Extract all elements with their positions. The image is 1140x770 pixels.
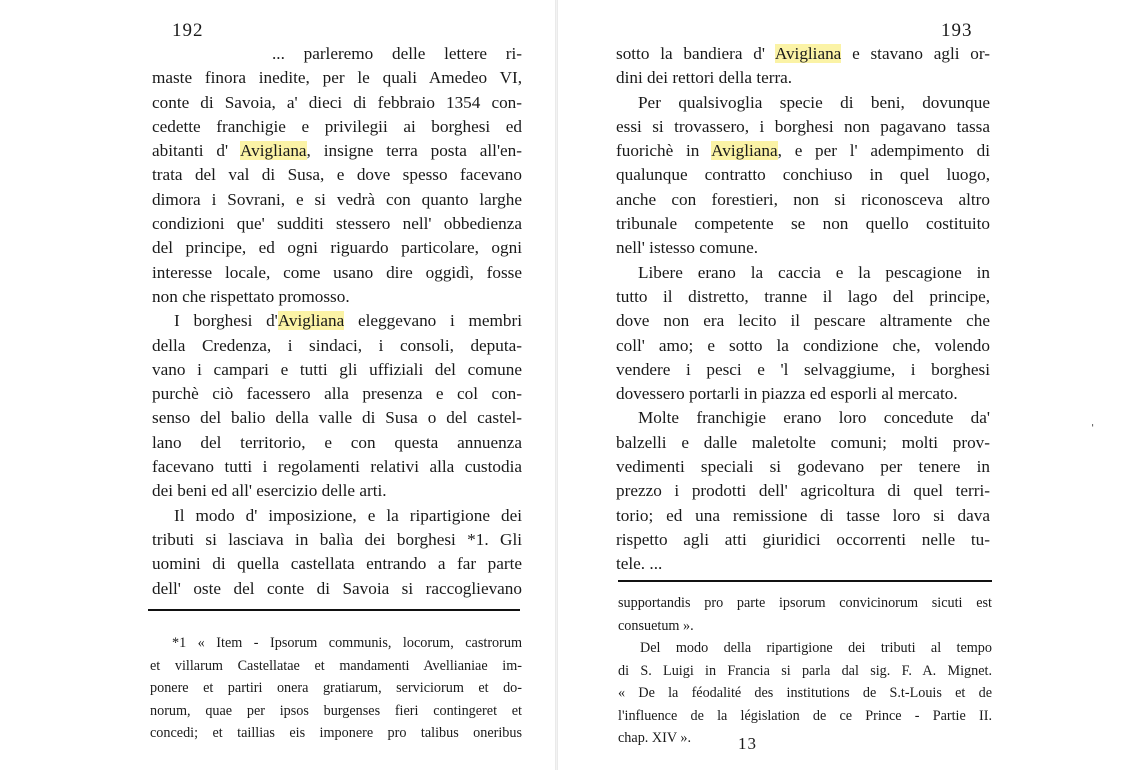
body-text: Molte franchigie erano loro concedute da' [638,408,990,428]
body-text: vano i campari e tutti gli uffiziali del comune [152,359,522,379]
highlighted-word: Avigliana [240,141,307,161]
left-body-text [152,42,522,601]
footnote-line [150,655,522,678]
footnote-line [618,660,992,683]
body-text: dove non era lecito il pescare altramente che [616,311,990,331]
body-text: dimora i Sovrani, e si vedrà con quanto larghe [152,189,522,209]
body-line [616,66,990,90]
highlighted-word: Avigliana [277,311,345,331]
body-line [616,139,990,163]
body-text: del principe, ed ogni riguardo particolare, ogni [152,238,522,258]
body-line [616,309,990,333]
footnote-line [618,637,992,660]
body-line [616,285,990,309]
body-line [616,431,990,455]
body-line [616,406,990,430]
body-line [616,236,990,260]
body-text: balzelli e dalle maletolte comuni; molti prov- [616,432,990,452]
footnote-text: « De la féodalité des institutions de S.t-Louis et de [618,685,992,701]
body-line [152,66,522,90]
body-line [616,212,990,236]
footnote-text: et villarum Castellatae et mandamenti Avellianiae im- [150,657,522,674]
signature-mark: 13 [738,734,757,753]
body-line [616,504,990,528]
body-text: dini dei rettori della terra. [616,68,793,88]
body-text: vedimenti speciali si godevano per tenere in [616,457,990,477]
body-line [616,261,990,285]
body-text: essi si trovassero, i borghesi non pagavano tassa [616,116,990,136]
body-text: torio; ed una remissione di tasse loro si dava [616,505,990,525]
body-text: vendere i pesci e 'l selvaggiume, i borghesi [616,359,990,379]
body-text: lano del territorio, e con questa annuenza [152,432,522,452]
body-text: facevano tutti i regolamenti relativi alla custodia [152,457,522,477]
footnote-line [150,632,522,655]
footnote-text: concedi; et taillias eis imponere pro talibus oneribus [150,725,522,741]
body-line [152,504,522,528]
body-line [616,552,990,576]
body-line [616,455,990,479]
body-text: cedette franchigie e privilegii ai borghesi ed [152,116,522,136]
body-line [616,479,990,503]
body-line [616,163,990,187]
body-text: abitanti d' [152,141,241,161]
body-line [152,236,522,260]
body-text: sotto la bandiera d' [616,44,775,63]
footnote-line [150,677,522,700]
body-text: dell' oste del conte di Savoia si raccoglievano [152,578,522,598]
body-line [152,115,522,139]
footnote-text: chap. XIV ». [618,730,692,746]
footnote-line [618,727,992,750]
body-text: coll' amo; e sotto la condizione che, volendo [616,335,990,355]
highlighted-word: Avigliana [711,141,778,161]
body-line [152,188,522,212]
body-line [152,309,522,333]
body-line [152,212,522,236]
body-line [152,139,522,163]
body-text: anche con forestieri, non si riconosceva altro [616,189,990,209]
body-line [616,358,990,382]
footnote-text: *1 « Item - Ipsorum communis, locorum, castrorum [172,635,522,651]
body-text: tele. ... [616,554,663,574]
footnote-rule-right [618,580,992,582]
body-text: dovessero portarli in piazza ed esporli al mercato. [616,384,958,404]
footnote-text: di S. Luigi in Francia si parla dal sig. F. A. Mignet. [618,662,992,679]
margin-tick: ˌ [1090,410,1096,427]
body-text: , e per l' adempimento di [777,141,990,161]
body-line [616,91,990,115]
body-text: e stavano agli or- [841,44,990,63]
footnote-line [618,705,992,728]
body-text: conte di Savoia, a' dieci di febbraio 1354 con- [152,92,522,112]
body-text: tributi si lasciava in balìa dei borghesi *1. Gli [152,529,522,549]
body-text: tutto il distretto, tranne il lago del principe, [616,286,990,306]
body-text: della Credenza, i sindaci, i consoli, deputa- [152,335,522,355]
body-text: , insigne terra posta all'en- [306,141,522,161]
body-line [152,358,522,382]
body-line [152,91,522,115]
body-text: interesse locale, come usano dire oggidì, fosse [152,262,522,282]
body-text: eleggevano i membri [344,311,522,331]
body-text: non che rispettato promosso. [152,286,350,306]
body-text: prezzo i prodotti dell' agricoltura di quel terri- [616,481,990,501]
body-line [152,261,522,285]
footnote-text: consuetum ». [618,617,694,634]
body-line [152,382,522,406]
body-text: fuorichè in [616,141,712,161]
body-line [152,406,522,430]
body-line [152,163,522,187]
body-line [616,382,990,406]
page-number-right: 193 [941,20,973,41]
body-text: dei beni ed all' esercizio delle arti. [152,481,387,501]
body-line [152,431,522,455]
page-number-left: 192 [172,20,204,41]
body-line [616,528,990,552]
body-text: Il modo d' imposizione, e la ripartigione dei [174,505,522,525]
body-line [152,334,522,358]
right-page [558,0,1140,770]
body-line [152,552,522,576]
footnote-text: ponere et partiri onera gratiarum, serviciorum et do- [150,680,522,696]
body-line [616,115,990,139]
footnote-line [618,682,992,705]
body-text: purchè ciò facessero alla presenza e col con- [152,384,522,404]
body-line [152,42,522,66]
left-footnotes [150,632,522,745]
body-text: condizioni que' sudditi stessero nell' obbedienza [152,214,522,234]
body-line [152,455,522,479]
right-footnotes [618,592,992,750]
body-text: maste finora inedite, per le quali Amedeo VI, [152,68,522,88]
body-line [616,188,990,212]
body-text: ... parleremo delle lettere ri- [272,44,522,63]
footnote-line [150,700,522,723]
footnote-line [618,592,992,615]
body-line [616,334,990,358]
body-text: I borghesi d' [174,311,278,331]
footnote-line [618,615,992,638]
left-page [0,0,555,770]
body-text: Libere erano la caccia e la pescagione in [638,262,990,282]
footnote-text: supportandis pro parte ipsorum convicinorum sicuti est [618,595,992,611]
body-line [152,528,522,552]
body-text: rispetto agli atti giuridici occorrenti nelle tu- [616,529,990,549]
right-body-text [616,42,990,577]
body-line [152,479,522,503]
body-text: tribunale competente se non quello costituito [616,214,990,234]
body-line [152,577,522,601]
footnote-rule-left [148,609,520,611]
body-text: Per qualsivoglia specie di beni, dovunque [638,92,990,112]
footnote-text: norum, quae per ipsos burgenses fieri contingeret et [150,702,522,719]
body-line [616,42,990,66]
footnote-text: l'influence de la législation de ce Prince - Partie II. [618,707,992,724]
body-line [152,285,522,309]
body-text: senso del balio della valle di Susa o del castel- [152,408,522,428]
footnote-text: Del modo della ripartigione dei tributi al tempo [640,640,992,656]
body-text: trata del val di Susa, e dove spesso facevano [152,165,522,185]
body-text: nell' istesso comune. [616,238,759,258]
footnote-line [150,722,522,745]
body-text: qualunque contratto conchiuso in quel luogo, [616,165,990,185]
highlighted-word: Avigliana [774,44,842,63]
body-text: uomini di quella castellata entrando a far parte [152,554,522,574]
